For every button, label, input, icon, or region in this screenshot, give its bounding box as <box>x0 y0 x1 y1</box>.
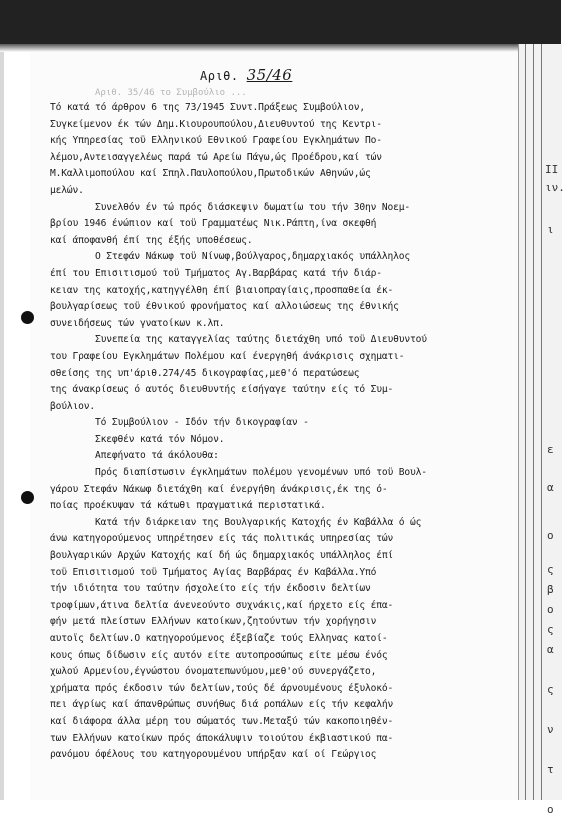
text-line: Σκεφθέν κατά τόν Νόμον. <box>95 433 225 445</box>
text-line: φήν μετά πλείστων Ελλήνων κατοίκων,ζητούντων τήν χορήγησιν <box>50 616 377 628</box>
margin-mark: α <box>547 481 554 494</box>
text-line: βούλιον. <box>50 400 96 412</box>
text-line: Τό Συμβούλιον - Ιδόν τήν δικογραφίαν - <box>95 417 309 429</box>
text-line: κους όπως δίδωσιν είς αυτόν είτε αυτοπροσώπως είτε μέσω ένός <box>50 649 388 661</box>
scan-top-border <box>0 0 561 44</box>
text-line: Πρός διαπίστωσιν έγκλημάτων πολέμου γενομένων υπό τοϋ Βουλ- <box>95 467 427 479</box>
text-line: Μ.Καλλιμοπούλου καί Σπηλ.Παυλοπούλου,Πρωτοδικών Αθηνών,ώς <box>50 168 371 180</box>
text-line: έπί του Επισιτισμού τοϋ Τμήματος Αγ.Βαρβάρας κατά τήν διάρ- <box>50 267 382 279</box>
margin-mark: β <box>547 583 554 596</box>
text-line: τήν ιδιότητα του ταύτην ήσχολείτο είς τήν έκδοσιν δελτίων <box>50 583 371 595</box>
text-line: βουλγαρικών Αρχών Κατοχής καί δή ώς δημαρχιακός υπάλληλος έπί <box>50 550 394 562</box>
margin-mark: ς <box>547 563 554 576</box>
text-line: αυτοϊς δελτίων.Ο κατηγορούμενος έξεβίαζε τούς Ελληνας κατοί- <box>50 633 388 644</box>
margin-mark: ο <box>547 529 554 542</box>
document-number <box>200 66 292 84</box>
text-line: συνειδήσεως τών γνατοίκων κ.λπ. <box>50 317 225 329</box>
punch-hole <box>21 491 34 504</box>
text-line: τροφίμων,άτινα δελτία άνενεούντο συχνάκις,καί ήρχετο είς έπα- <box>50 599 394 611</box>
text-line: Απεφήνατο τά άκόλουθα: <box>95 450 219 462</box>
text-line: καί άποφανθή έπί της έξής υποθέσεως. <box>50 234 253 246</box>
text-line: Ο Στεφάν Νάκωφ τοϋ Νίνωφ,βούλγαρος,δημαρχιακός υπάλληλος <box>95 251 411 263</box>
margin-mark: α <box>547 643 554 656</box>
margin-mark: ε <box>547 443 554 456</box>
text-line: Συγκείμενον έκ τών Δημ.Κιουρουπούλου,Διευθυντού της Κεντρι- <box>50 118 382 130</box>
margin-mark: τ <box>547 763 554 776</box>
document-body <box>50 100 508 764</box>
text-line: ρανόμου όφέλους του κατηγορουμένου υπήρξαν καί οί Γεώργιος <box>50 749 377 761</box>
text-line: πει άγρίως καί άπανθρώπως συνήθως διά ροπάλων είς τήν κεφαλήν <box>50 699 394 711</box>
text-line: Συνεπεία της καταγγελίας ταύτης διετάχθη υπό τοϋ Διευθυντού <box>95 334 427 346</box>
margin-mark: ιν. <box>545 181 565 194</box>
margin-mark: ς <box>547 623 554 636</box>
text-line: του Γραφείου Εγκλημάτων Πολέμου καί ένεργηθή άνάκρισις σχηματι- <box>50 350 405 362</box>
text-line: γάρου Στεφάν Νάκωφ διετάχθη καί ένεργήθη άνάκρισις,έκ της ό- <box>50 483 388 495</box>
text-line: ποίας προέκυψαν τά κάτωθι πραγματικά περιστατικά. <box>50 500 326 512</box>
text-line: βρίου 1946 ένώπιον καί τοϋ Γραμματέως Νικ.Ράπτη,ίνα σκεφθή <box>50 218 377 230</box>
text-line: άνω κατηγορούμενος υπηρέτησεν είς τάς πολιτικάς υπηρεσίας τών <box>50 533 394 545</box>
text-line: κής Υπηρεσίας τοϋ Ελληνικού Εθνικού Γραφείου Εγκλημάτων Πο- <box>50 135 382 147</box>
page-left-edge <box>0 52 4 800</box>
punch-hole <box>21 311 34 324</box>
margin-mark: ΙΙ <box>545 163 559 176</box>
margin-mark: ν <box>547 723 554 736</box>
margin-mark: ο <box>547 803 554 816</box>
margin-mark: ο <box>547 603 554 616</box>
number-value: 35/46 <box>246 66 293 84</box>
margin-mark: ι <box>547 223 554 236</box>
number-label: Αριθ. <box>200 69 239 83</box>
text-line: λέμου,Αντεισαγγελέως παρά τώ Αρείω Πάγω,ώς Προέδρου,καί τών <box>50 151 382 163</box>
text-line: κειαν της κατοχής,κατηγγέλθη έπί βιαιοπραγίαις,προσπαθεία έκ- <box>50 284 394 296</box>
margin-mark: ς <box>547 683 554 696</box>
text-line: Συνελθόν έν τώ πρός διάσκεψιν δωματίω του τήν 30ην Νοεμ- <box>95 201 411 213</box>
text-line: χρήματα πρός έκδοσιν τών δελτίων,τούς δέ άρνουμένους έξυλοκό- <box>50 682 394 694</box>
text-line: της άνακρίσεως ό αυτός διευθυντής είσήγαγε ταύτην είς τό Συμ- <box>50 384 394 396</box>
text-line: χωλού Αρμενίου,έγνώστου όνοματεπωνύμου,μεθ'ού συνεργάζετο, <box>50 666 377 678</box>
text-line: τοϋ Επισιτισμού τοϋ Τμήματος Αγίας Βαρβάρας έν Καβάλλα.Υπό <box>50 566 377 578</box>
text-line: μελών. <box>50 184 84 196</box>
text-line: σθείσης της υπ'άριθ.274/45 δικογραφίας,μεθ'ό περατώσεως <box>50 367 360 379</box>
text-line: Κατά τήν διάρκειαν της Βουλγαρικής Κατοχής έν Καβάλλα ό ώς <box>95 516 422 528</box>
ghost-line: Αριθ. 35/46 το Συμβούλιο ... <box>95 88 247 98</box>
text-line: Τό κατά τό άρθρον 6 της 73/1945 Συντ.Πράξεως Συμβούλιον, <box>50 102 366 113</box>
scan-shadow <box>0 44 561 52</box>
adjacent-page-strip <box>518 44 565 816</box>
text-line: βουλγαρίσεως τοϋ έθνικού φρονήματος καί αλλοιώσεως της έθνικής <box>50 301 399 313</box>
text-line: καί διάφορα άλλα μέρη του σώματός των.Μεταξύ τών κακοποιηθέν- <box>50 715 394 727</box>
text-line: των Ελλήνων κατοίκων πρός άποκάλυψιν τοιούτου έκβιαστικού πα- <box>50 732 394 744</box>
